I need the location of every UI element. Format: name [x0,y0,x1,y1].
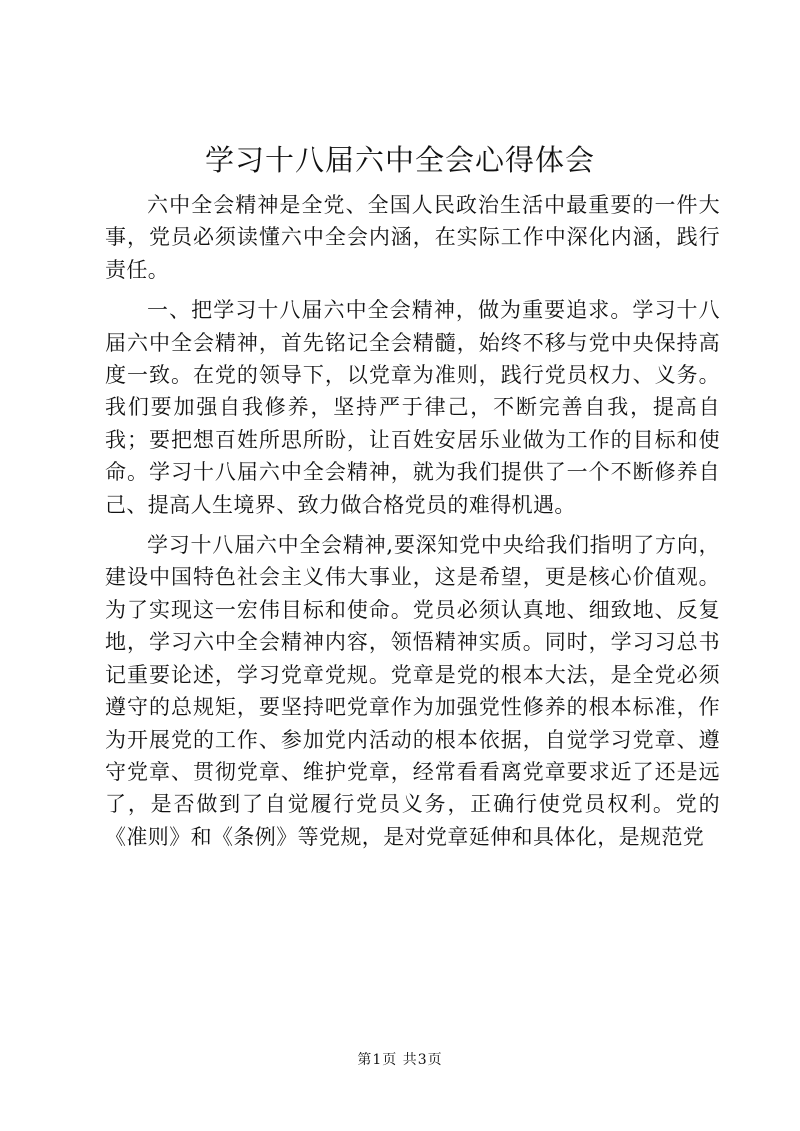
document-body [105,189,720,861]
page-number-footer: 第1页 共3页 [357,1052,443,1068]
paragraph-section-one: 一、把学习十八届六中全会精神，做为重要追求。学习十八届六中全会精神，首先铭记全会精髓，始终不移与党中央保持高度一致。在党的领导下，以党章为准则，践行党员权力、义务。我们要加强自我修养，坚持严于律己，不断完善自我，提高自我；要把想百姓所思所盼，让百姓安居乐业做为工作的目标和使命。学习十八届六中全会精神，就为我们提供了一个不断修养自己、提高人生境界、致力做合格党员的难得机遇。 [105,298,720,517]
document-title: 学习十八届六中全会心得体会 [204,143,595,177]
paragraph-intro: 六中全会精神是全党、全国人民政治生活中最重要的一件大事，党员必须读懂六中全会内涵，在实际工作中深化内涵，践行责任。 [105,193,720,282]
paragraph-study-spirit: 学习十八届六中全会精神,要深知党中央给我们指明了方向，建设中国特色社会主义伟大事业，这是希望，更是核心价值观。为了实现这一宏伟目标和使命。党员必须认真地、细致地、反复地，学习六中全会精神内容，领悟精神实质。同时，学习习总书记重要论述，学习党章党规。党章是党的根本大法，是全党必须遵守的总规矩，要坚持吧党章作为加强党性修养的根本标准，作为开展党的工作、参加党内活动的根本依据，自觉学习党章、遵守党章、贯彻党章、维护党章，经常看看离党章要求近了还是远了，是否做到了自觉履行党员义务，正确行使党员权利。党的《准则》和《条例》等党规，是对党章延伸和具体化，是规范党 [105,533,720,849]
